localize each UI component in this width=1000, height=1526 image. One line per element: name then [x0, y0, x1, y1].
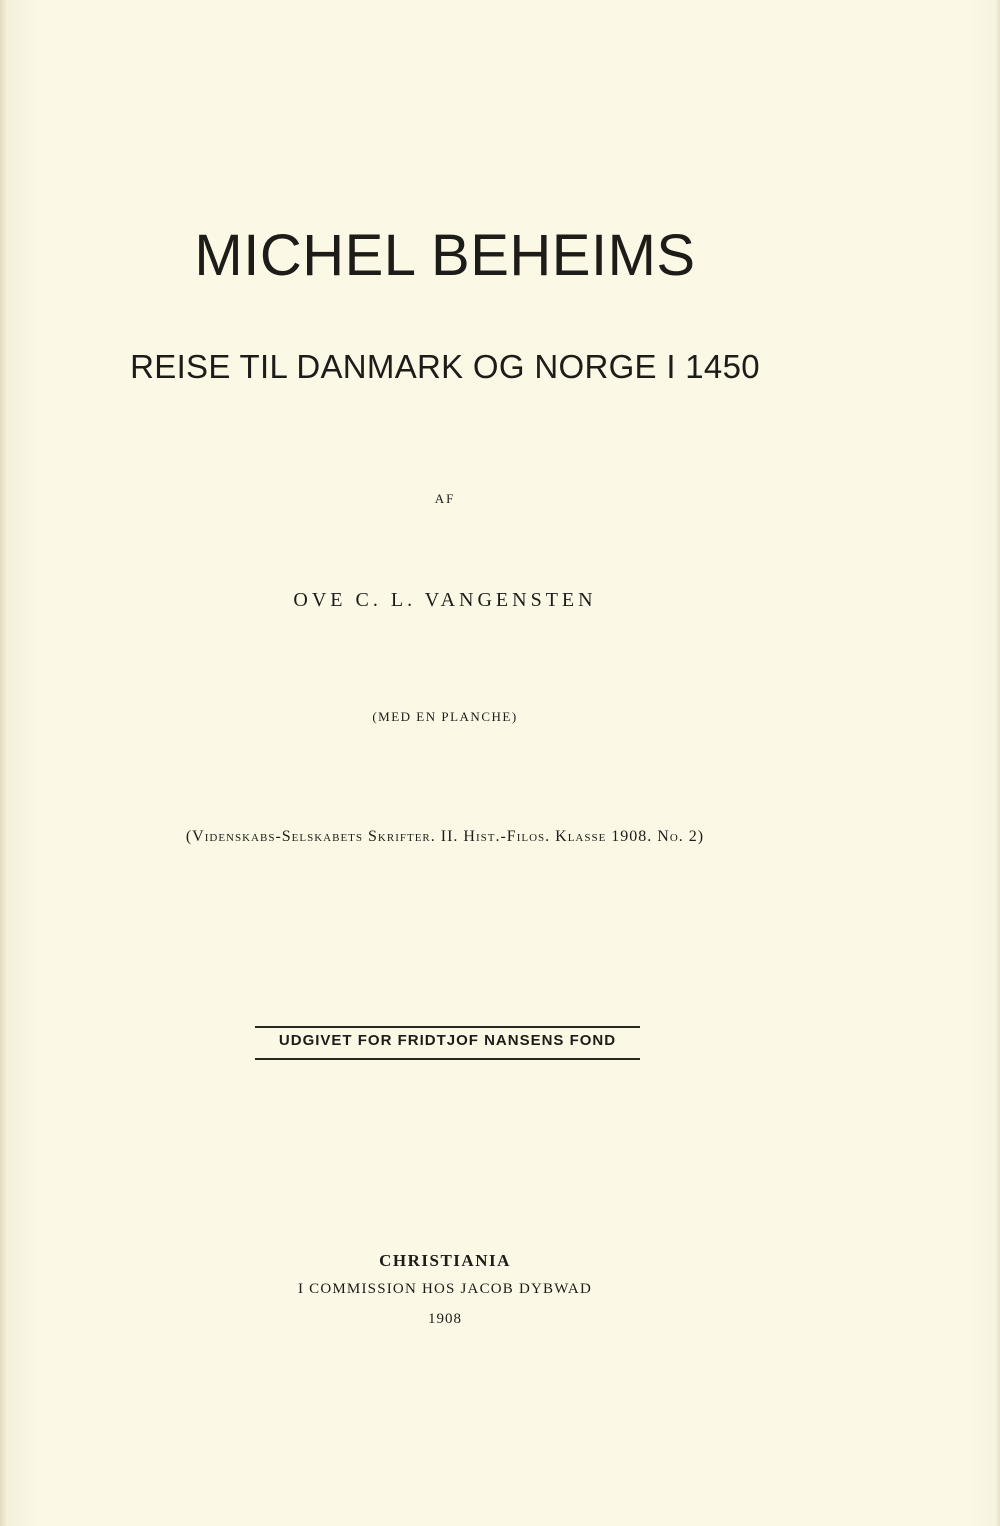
rule-top	[255, 1026, 640, 1028]
author-name: OVE C. L. VANGENSTEN	[293, 589, 597, 611]
page-edge-right	[994, 0, 1000, 1526]
series-note: (Videnskabs-Selskabets Skrifter. II. Hist.-Filos. Klasse 1908. No. 2)	[185, 828, 705, 845]
imprint-year: 1908	[428, 1311, 462, 1327]
publisher-box	[255, 1026, 640, 1060]
by-line: AF	[434, 491, 456, 506]
book-title: MICHEL BEHEIMS	[194, 223, 696, 288]
book-subtitle: REISE TIL DANMARK OG NORGE I 1450	[130, 348, 760, 385]
plate-note: (MED EN PLANCHE)	[372, 709, 518, 724]
imprint-city: CHRISTIANIA	[379, 1251, 511, 1270]
imprint-commission: I COMMISSION HOS JACOB DYBWAD	[298, 1281, 592, 1297]
rule-bottom	[255, 1058, 640, 1060]
publisher-line: UDGIVET FOR FRIDTJOF NANSENS FOND	[278, 1032, 617, 1049]
